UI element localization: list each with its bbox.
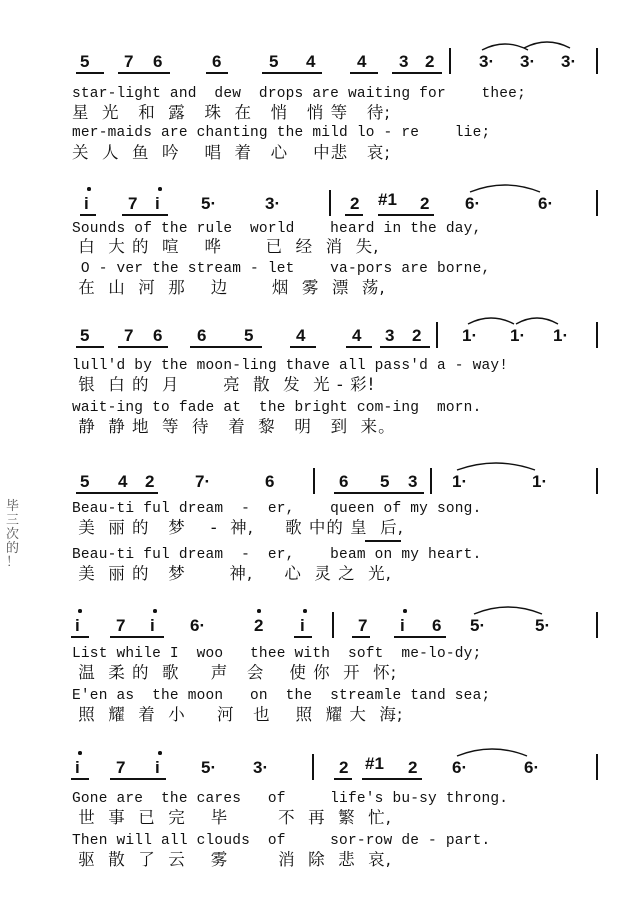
high-octave-dot: [158, 751, 162, 755]
note: 1·: [553, 326, 569, 345]
note: 3·: [265, 194, 281, 213]
note: 2: [408, 758, 418, 777]
note: 5: [380, 472, 390, 491]
barline: [596, 754, 598, 780]
lyric-line: 在 山 河 那 边 烟 雾 漂 荡,: [72, 278, 386, 297]
eighth-beam: [352, 636, 370, 638]
note: 7·: [195, 472, 211, 491]
margin-fragment: 毕 三 次 的 ！: [6, 499, 20, 570]
note: 7: [116, 616, 126, 635]
note: 5·: [535, 616, 551, 635]
note: 3: [408, 472, 418, 491]
note: 7: [358, 616, 368, 635]
high-octave-dot: [257, 609, 261, 613]
eighth-beam: [394, 636, 446, 638]
lyric-line: 银 白 的 月 亮 散 发 光 - 彩!: [72, 375, 376, 394]
note: i: [75, 616, 80, 635]
note: 5·: [201, 194, 217, 213]
note: 7: [124, 52, 134, 71]
note: 6: [265, 472, 275, 491]
lyric-line: Beau-ti ful dream - er, beam on my heart.: [72, 547, 482, 563]
eighth-beam: [76, 72, 104, 74]
note: 5: [80, 52, 90, 71]
eighth-beam: [118, 72, 170, 74]
barline: [596, 322, 598, 348]
lyric-line: 白 大 的 喧 哗 已 经 消 失,: [72, 237, 380, 256]
eighth-beam: [380, 346, 430, 348]
note: 5: [80, 472, 90, 491]
note: i: [400, 616, 405, 635]
note: i: [150, 616, 155, 635]
note: 6: [339, 472, 349, 491]
tie-slur: [514, 312, 560, 326]
high-octave-dot: [158, 187, 162, 191]
note: 7: [124, 326, 134, 345]
lyric-line: 照 耀 着 小 河 也 照 耀 大 海;: [72, 705, 404, 724]
note: 6: [197, 326, 207, 345]
lyric-line: 温 柔 的 歌 声 会 使 你 开 怀;: [72, 663, 398, 682]
note: 4: [357, 52, 367, 71]
lyric-line: Gone are the cares of life's bu-sy throng.: [72, 791, 509, 807]
eighth-beam: [190, 346, 262, 348]
note: 3·: [253, 758, 269, 777]
note: 2: [412, 326, 422, 345]
note: 1·: [532, 472, 548, 491]
eighth-beam: [76, 492, 158, 494]
high-octave-dot: [78, 751, 82, 755]
note: 5: [244, 326, 254, 345]
note: 6·: [538, 194, 554, 213]
eighth-beam: [378, 214, 434, 216]
note: 3·: [520, 52, 536, 71]
barline: [449, 48, 451, 74]
eighth-beam: [365, 540, 401, 542]
note: 2: [254, 616, 264, 635]
note: 6·: [465, 194, 481, 213]
tie-slur: [472, 600, 544, 616]
eighth-beam: [346, 346, 372, 348]
lyric-line: wait-ing to fade at the bright com-ing morn.: [72, 400, 482, 416]
tie-slur: [522, 36, 572, 50]
note: 6: [432, 616, 442, 635]
note: i: [155, 758, 160, 777]
lyric-line: Beau-ti ful dream - er, queen of my song.: [72, 501, 482, 517]
eighth-beam: [334, 778, 352, 780]
note: 7: [116, 758, 126, 777]
tie-slur: [455, 742, 529, 758]
lyric-line: O - ver the stream - let va-pors are borne,: [72, 261, 491, 277]
barline: [436, 322, 438, 348]
note: 2: [145, 472, 155, 491]
note: 1·: [510, 326, 526, 345]
note: 6: [153, 326, 163, 345]
tie-slur: [468, 178, 542, 194]
lyric-line: star-light and dew drops are waiting for thee;: [72, 86, 526, 102]
note: 5·: [201, 758, 217, 777]
note: i: [84, 194, 89, 213]
note: 2: [350, 194, 360, 213]
note: 4: [306, 52, 316, 71]
note: i: [300, 616, 305, 635]
note: 5: [269, 52, 279, 71]
eighth-beam: [294, 636, 312, 638]
eighth-beam: [290, 346, 316, 348]
eighth-beam: [392, 72, 442, 74]
lyric-line: Then will all clouds of sor-row de - part.: [72, 833, 491, 849]
barline: [329, 190, 331, 216]
barline: [596, 468, 598, 494]
barline: [596, 612, 598, 638]
note: 6·: [524, 758, 540, 777]
lyric-line: List while I woo thee with soft me-lo-dy;: [72, 646, 482, 662]
note: 6: [153, 52, 163, 71]
barline: [313, 468, 315, 494]
note: 3·: [561, 52, 577, 71]
lyric-line: lull'd by the moon-ling thave all pass'd a - way!: [72, 358, 509, 374]
note: 6·: [190, 616, 206, 635]
eighth-beam: [350, 72, 378, 74]
eighth-beam: [262, 72, 322, 74]
barline: [596, 190, 598, 216]
note: 3: [385, 326, 395, 345]
high-octave-dot: [87, 187, 91, 191]
eighth-beam: [71, 636, 89, 638]
note: 4: [118, 472, 128, 491]
lyric-line: Sounds of the rule world heard in the day,: [72, 221, 482, 237]
note: 2: [420, 194, 430, 213]
eighth-beam: [110, 778, 166, 780]
eighth-beam: [334, 492, 424, 494]
barline: [332, 612, 334, 638]
lyric-line: 静 静 地 等 待 着 黎 明 到 来。: [72, 417, 396, 436]
eighth-beam: [71, 778, 89, 780]
tie-slur: [455, 456, 537, 472]
note: 1·: [462, 326, 478, 345]
eighth-beam: [118, 346, 168, 348]
lyric-line: mer-maids are chanting the mild lo - re lie;: [72, 125, 491, 141]
note: 2: [425, 52, 435, 71]
barline: [596, 48, 598, 74]
lyric-line: 美 丽 的 梦 - 神, 歌 中的 皇 后,: [72, 518, 404, 537]
eighth-beam: [76, 346, 104, 348]
note: 2: [339, 758, 349, 777]
eighth-beam: [110, 636, 164, 638]
eighth-beam: [122, 214, 168, 216]
note: 4: [296, 326, 306, 345]
high-octave-dot: [153, 609, 157, 613]
eighth-beam: [80, 214, 96, 216]
eighth-beam: [206, 72, 228, 74]
note: #1: [365, 754, 384, 773]
eighth-beam: [362, 778, 422, 780]
note: 1·: [452, 472, 468, 491]
lyric-line: 美 丽 的 梦 神, 心 灵 之 光,: [72, 564, 392, 583]
high-octave-dot: [403, 609, 407, 613]
lyric-line: 驱 散 了 云 雾 消 除 悲 哀,: [72, 850, 392, 869]
note: #1: [378, 190, 397, 209]
note: 5: [80, 326, 90, 345]
tie-slur: [466, 312, 516, 326]
note: 5·: [470, 616, 486, 635]
note: i: [75, 758, 80, 777]
note: 6: [212, 52, 222, 71]
note: 3: [399, 52, 409, 71]
barline: [312, 754, 314, 780]
note: 7: [128, 194, 138, 213]
lyric-line: 星 光 和 露 珠 在 悄 悄 等 待;: [72, 103, 391, 122]
high-octave-dot: [303, 609, 307, 613]
note: i: [155, 194, 160, 213]
note: 4: [352, 326, 362, 345]
lyric-line: 关 人 鱼 吟 唱 着 心 中悲 哀;: [72, 143, 391, 162]
note: 3·: [479, 52, 495, 71]
barline: [430, 468, 432, 494]
note: 6·: [452, 758, 468, 777]
high-octave-dot: [78, 609, 82, 613]
eighth-beam: [345, 214, 363, 216]
lyric-line: E'en as the moon on the streamle tand sea;: [72, 688, 491, 704]
lyric-line: 世 事 已 完 毕 不 再 繁 忙,: [72, 808, 392, 827]
